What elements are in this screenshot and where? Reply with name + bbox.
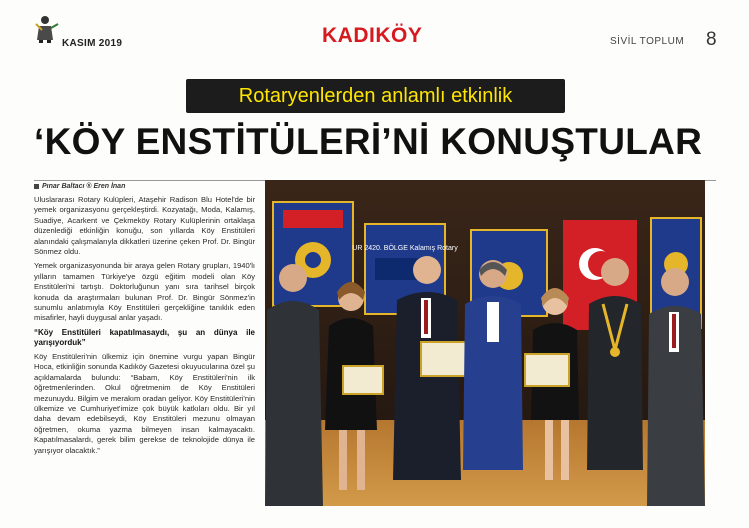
section-label: SİVİL TOPLUM [610,36,685,47]
byline [34,183,254,190]
event-photo [265,180,705,506]
subheading: “Köy Enstitüleri kapatılmasaydı, şu an dünya ile yarışıyorduk” [34,327,255,347]
page-header [0,0,749,60]
byline-bullet-icon [34,184,39,189]
issue-date: KASIM 2019 [62,38,123,49]
masthead-logo: KADIKÖY [322,24,423,47]
article-kicker [186,79,565,113]
group-photo-illustration [265,180,705,506]
article-body [34,195,255,460]
byline-text: Pınar Baltacı ® Eren İnan [42,183,126,190]
kicker-text: Rotaryenlerden anlamlı etkinlik [238,85,513,107]
article-headline: ‘KÖY ENSTİTÜLERİ’Nİ KONUŞTULAR [34,121,703,162]
body-paragraph: Uluslararası Rotary Kulüpleri, Ataşehir Radison Blu Hotel'de bir yemek organizasyonu gerçekleştirdi. Kozyatağı, Moda, Kalamış, Suadiye, Acarkent ve Çekmeköy Rotary Kulüplerinin ortaklaşa düzenlediği etkinliğin konuğu, son yıllarda Köy Enstitüleri alanındaki çalışmalarıyla dikkatleri üzerine çeken Prof. Dr. Bingür Sönmez oldu. [34,195,255,257]
banner-label: UR 2420. BÖLGE Kalamış Rotary [352,245,458,252]
mascot-figure-icon [30,14,62,44]
page-number: 8 [706,29,717,50]
body-paragraph: Yemek organizasyonunda bir araya gelen Rotary grupları, 1940'lı yılların tamamen Türkiye'ye özgü eğitim modeli olan Köy Enstitüleri'ni tartıştı. Doktorluğunun yanı sıra tarihsel birçok konuda da araştırmaları bulunan Prof. Dr. Bingür Sönmez'in sunumlu anlatımıyla Köy Enstitüleri gerçekliğine tanıklık eden misafirler, hayli duygusal anlar yaşadı. [34,261,255,323]
body-paragraph: Köy Enstitüleri'nin ülkemiz için önemine vurgu yapan Bingür Hoca, etkinliğin sonunda Kadıköy Gazetesi okuyucularına özel şu açıklamalarda bulundu: “Babam, Köy Enstitüleri'nin ilk öğretmenlerinden. Okul öğretmenim de Köy Enstitüleri mezunuydu. Bilgim ve merakım oradan geliyor. Köy Enstitüleri'nin ülkemize ve Cumhuriyet'imize çok büyük katkıları oldu. Bir yıl daha devam edebilseydi, Köy Enstitüleri mezunu olmayan öğretmen, okuma yazma bilmeyen insan kalmayacaktı. Kapatılmasalardı, gerek bilim gerekse de teknolojide dünya ile yarışıyor olacaktık.” [34,351,255,455]
